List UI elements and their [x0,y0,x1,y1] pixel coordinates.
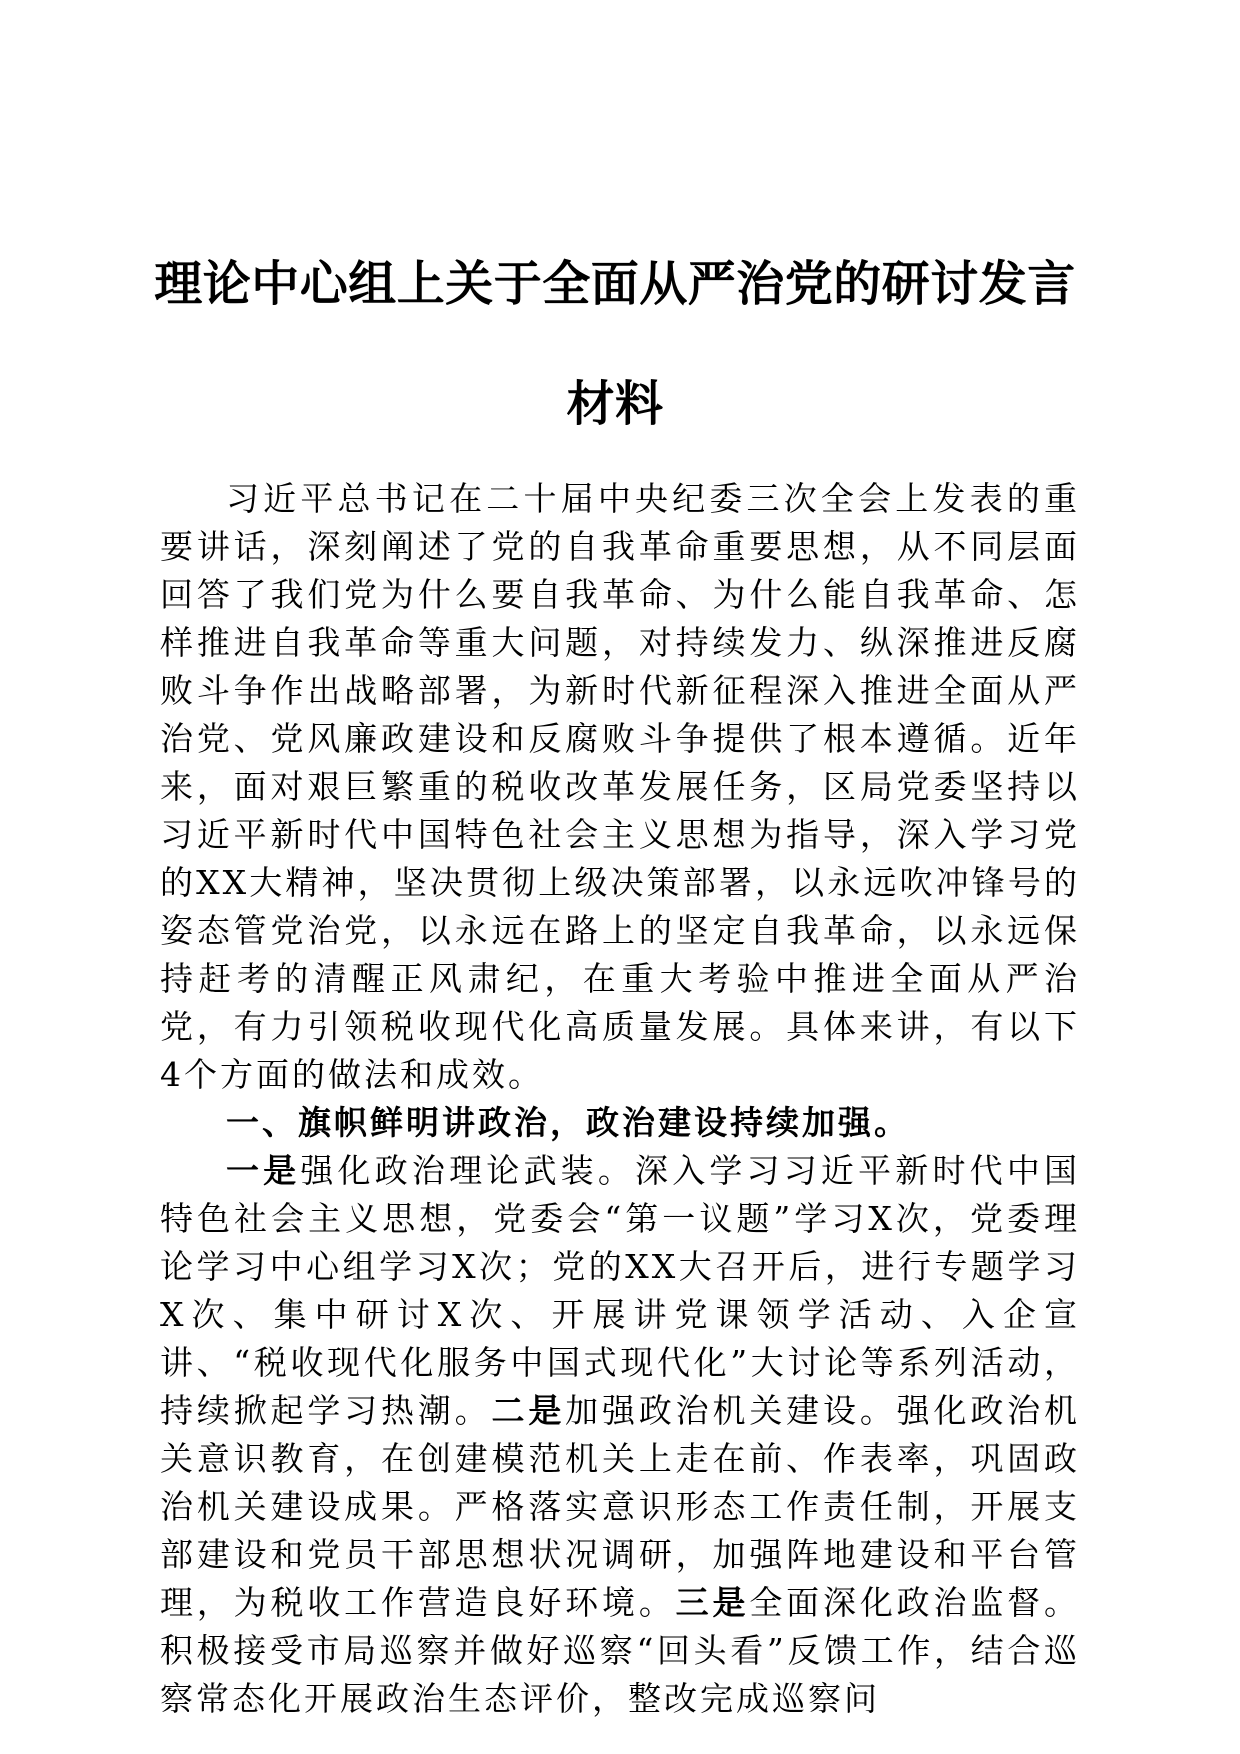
section-heading: 一、旗帜鲜明讲政治，政治建设持续加强。 [226,1103,910,1142]
point-text: 全面深化政治监督。积极接受市局巡察并做好巡察“回头看”反馈工作，结合巡察常态化开展政治生态评价，整改完成巡察问 [160,1583,1081,1718]
section-paragraph [160,1147,1080,1723]
point-lead: 二是 [491,1391,566,1430]
point-lead: 三是 [675,1583,750,1622]
document-body [160,475,1080,1723]
document-title: 理论中心组上关于全面从严治党的研讨发言材料 [154,256,1076,432]
intro-paragraph: 习近平总书记在二十届中央纪委三次全会上发表的重要讲话，深刻阐述了党的自我革命重要思想，从不同层面回答了我们党为什么要自我革命、为什么能自我革命、怎样推进自我革命等重大问题，对持续发力、纵深推进反腐败斗争作出战略部署，为新时代新征程深入推进全面从严治党、党风廉政建设和反腐败斗争提供了根本遵循。近年来，面对艰巨繁重的税收改革发展任务，区局党委坚持以习近平新时代中国特色社会主义思想为指导，深入学习党的XX大精神，坚决贯彻上级决策部署，以永远吹冲锋号的姿态管党治党，以永远在路上的坚定自我革命，以永远保持赶考的清醒正风肃纪，在重大考验中推进全面从严治党，有力引领税收现代化高质量发展。具体来讲，有以下4个方面的做法和成效。 [160,479,1080,1094]
point-text: 加强政治机关建设。强化政治机关意识教育，在创建模范机关上走在前、作表率，巩固政治机关建设成果。严格落实意识形态工作责任制，开展支部建设和党员干部思想状况调研，加强阵地建设和平台管理，为税收工作营造良好环境。 [160,1391,1081,1622]
point-lead: 一是 [226,1151,301,1190]
point-text: 强化政治理论武装。深入学习习近平新时代中国特色社会主义思想，党委会“第一议题”学习X次，党委理论学习中心组学习X次；党的XX大召开后，进行专题学习X次、集中研讨X次、开展讲党课领学活动、入企宣讲、“税收现代化服务中国式现代化”大讨论等系列活动，持续掀起学习热潮。 [160,1151,1081,1430]
